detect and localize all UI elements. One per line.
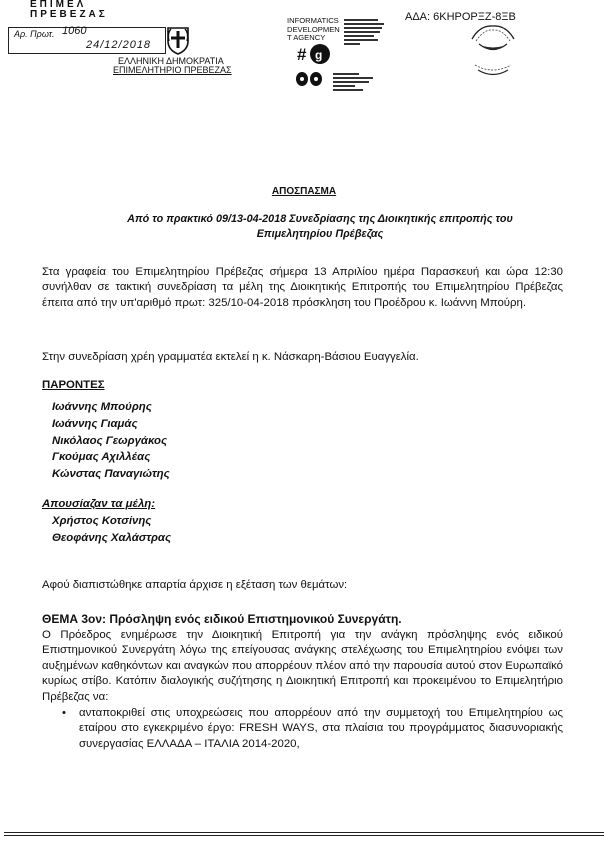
- bullet-text: ανταποκριθεί στις υποχρεώσεις που απορρέουν από την συμμετοχή του Επιμελητηρίου ως εταίρου στο εγκεκριμένο έργο: FRESH WAYS, στα πλαίσια του προγράμματος διασυνοριακής συνεργασίας ΕΛΛΑΔΑ – ΙΤΑΛΙΑ 2014-2020,: [79, 707, 563, 750]
- idea-fine-print: [344, 19, 386, 45]
- svg-text:g: g: [315, 48, 323, 62]
- greek-emblem-icon: [165, 25, 191, 55]
- present-heading: ΠΑΡΟΝΤΕΣ: [42, 379, 105, 391]
- svg-text:#: #: [297, 45, 307, 64]
- protocol-number: 1060: [62, 25, 87, 37]
- absent-member: Θεοφάνης Χαλάστρας: [52, 531, 172, 544]
- idea-line-1: INFORMATICS: [287, 16, 339, 25]
- footer-rule-double: [4, 835, 604, 836]
- idea-emblem-icon: [296, 43, 332, 89]
- republic-label: ΕΛΛΗΝΙΚΗ ΔΗΜΟΚΡΑΤΙΑ: [118, 56, 224, 66]
- absent-member: Χρήστος Κοτσίνης: [52, 515, 152, 527]
- present-member: Ιωάννης Μπούρης: [52, 401, 152, 413]
- present-member: Κώνστας Παναγιώτης: [52, 468, 170, 481]
- present-list: [52, 399, 170, 483]
- protocol-label: Αρ. Πρωτ.: [14, 29, 55, 39]
- secretary-paragraph: Στην συνεδρίαση χρέη γραμματέα εκτελεί η κ. Νάσκαρη-Βάσιου Ευαγγελία.: [42, 351, 419, 363]
- idea-logo-text: [287, 17, 340, 43]
- present-member: Γκούμας Αχιλλέας: [52, 451, 151, 464]
- chamber-label: ΕΠΙΜΕΛΗΤΗΡΙΟ ΠΡΕΒΕΖΑΣ: [113, 65, 232, 75]
- idea-line-2: DEVELOPMEN: [287, 24, 340, 34]
- stamp-line-2: ΠΡΕΒΕΖΑΣ: [30, 9, 108, 20]
- stamp-organization: [30, 0, 108, 20]
- chamber-seal-icon: [462, 15, 524, 81]
- absent-list: [52, 513, 171, 547]
- topic-paragraph: Ο Πρόεδρος ενημέρωσε την Διοικητική Επιτροπή για την ανάγκη πρόσληψης ενός ειδικού Επιστημονικού Συνεργάτη λόγω της επείγουσας ανάγκης στελέχωσης του Επιμελητηρίου ενόψει των αυξημένων καθηκόντων και αναγκών που απορρέουν πλέον από την παρουσία αυτού στον Ευρωπαϊκό κυρίως στίβο. Κατόπιν διαλογικής συζήτησης η Διοικητική Επιτροπή και προκειμένου το Επιμελητήριο Πρέβεζας να:: [42, 629, 563, 703]
- topic-heading: ΘΕΜΑ 3ον: Πρόσληψη ενός ειδικού Επιστημονικού Συνεργάτη.: [42, 612, 402, 626]
- bullet-icon: •: [62, 707, 66, 719]
- protocol-date: 24/12/2018: [86, 39, 152, 51]
- present-member: Νικόλαος Γεωργάκος: [52, 434, 168, 447]
- subtitle-line-2: Επιμελητηρίου Πρέβεζας: [256, 228, 384, 240]
- subtitle-line-1: Από το πρακτικό 09/13-04-2018 Συνεδρίασης της Διοικητικής επιτροπής του: [127, 213, 513, 225]
- idea-line-3: T AGENCY: [287, 33, 326, 43]
- document-title: ΑΠΟΣΠΑΣΜΑ: [271, 186, 337, 197]
- meeting-paragraph: Στα γραφεία του Επιμελητηρίου Πρέβεζας σήμερα 13 Απριλίου ημέρα Παρασκευή και ώρα 12:30 συνήλθαν σε τακτική συνεδρίαση τα μέλη της Διοικητικής Επιτροπής του Επιμελητηρίου Πρέβεζας έπειτα από την υπ'αριθμό πρωτ: 325/10-04-2018 πρόσκληση του Προέδρου κ. Ιωάννη Μπούρη.: [42, 266, 563, 309]
- quorum-paragraph: Αφού διαπιστώθηκε απαρτία άρχισε η εξέταση των θεμάτων:: [42, 579, 348, 591]
- idea-fine-print-lower: [333, 73, 377, 95]
- footer-rule: [4, 832, 604, 833]
- stamp-line-1: ΕΠΙΜΕΛ: [30, 0, 87, 10]
- document-subtitle: [70, 212, 570, 242]
- absent-heading: Απουσίαζαν τα μέλη:: [42, 498, 156, 510]
- present-member: Ιωάννης Γιαμάς: [52, 417, 138, 430]
- ada-code: ΑΔΑ: 6ΚΗΡΟΡΞΖ-8ΞΒ: [405, 11, 516, 23]
